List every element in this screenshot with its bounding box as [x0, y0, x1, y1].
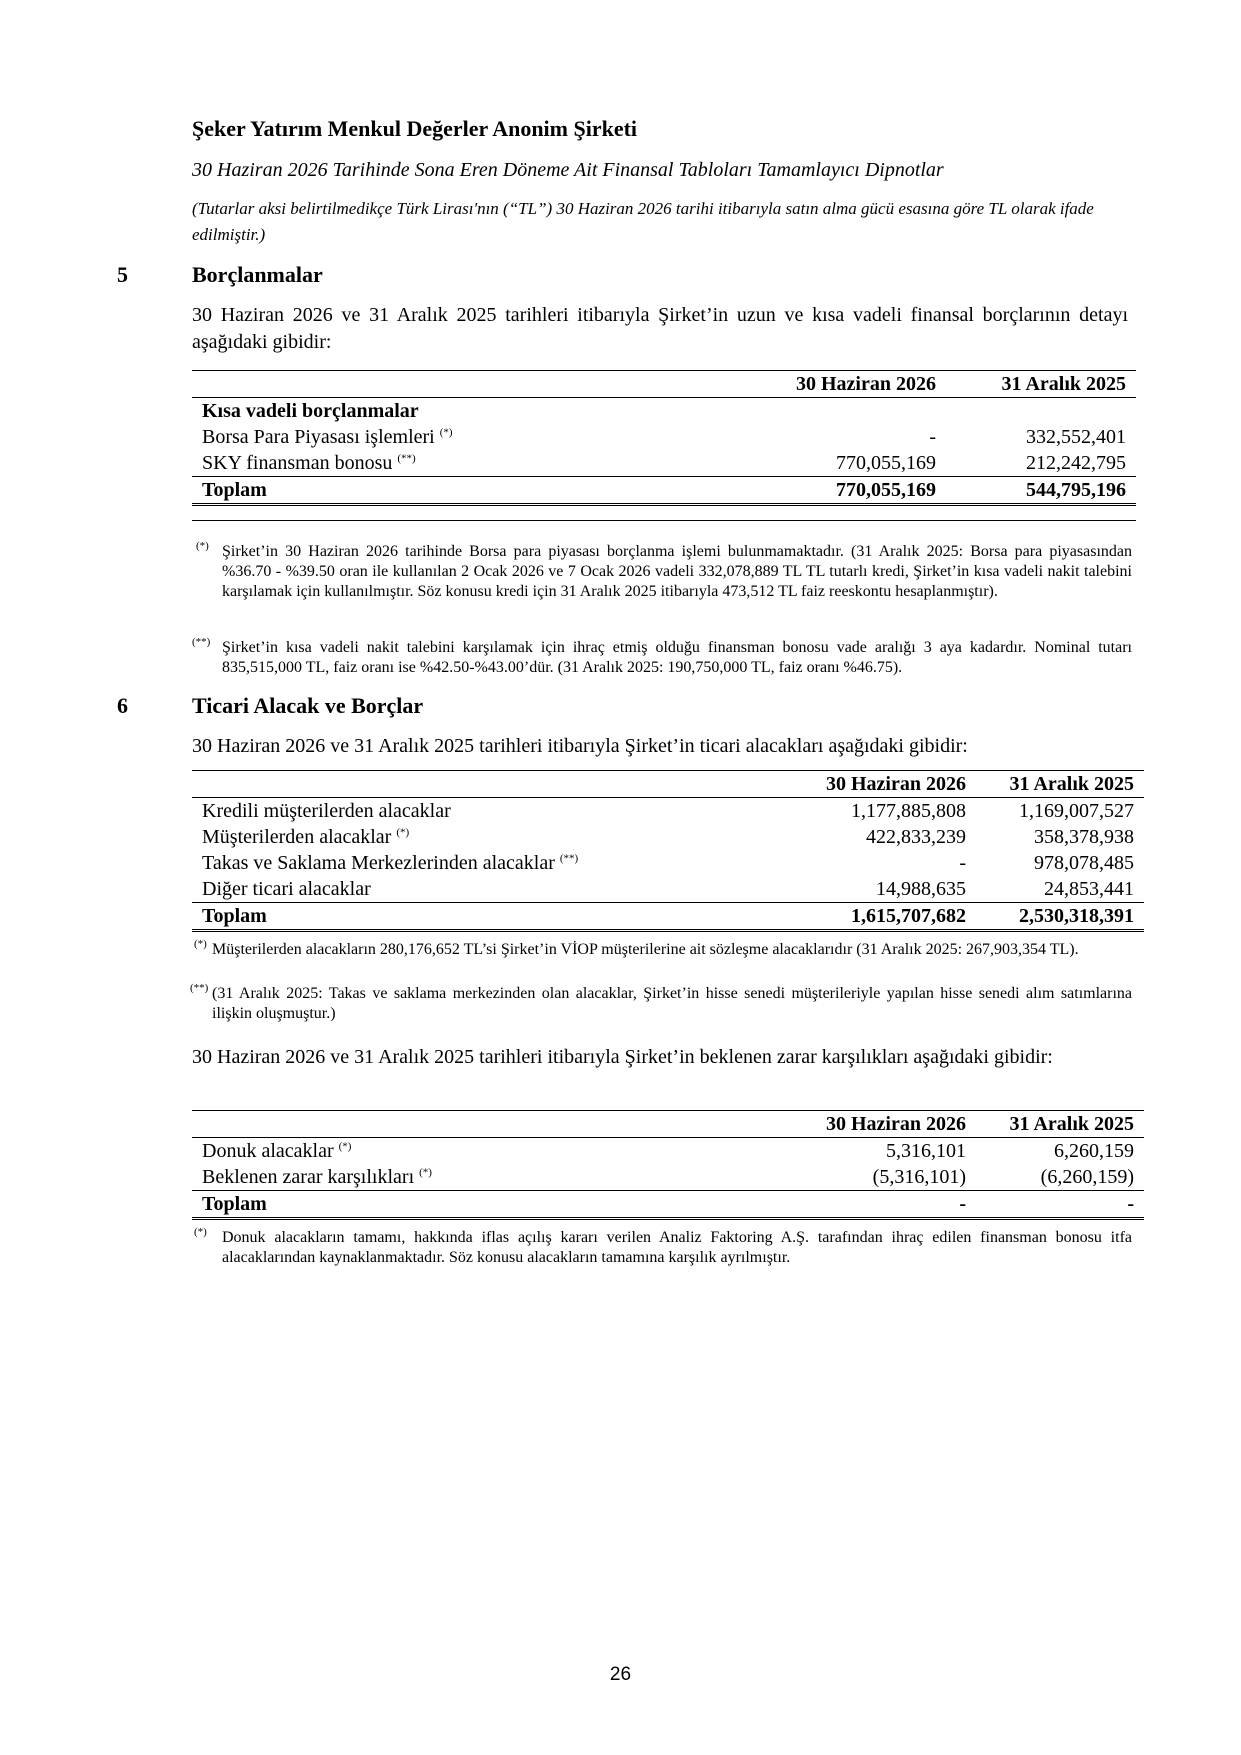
footnote-mark: (*)	[338, 1140, 352, 1153]
table-header-row	[192, 771, 1144, 798]
total-2025: 544,795,196	[946, 477, 1136, 505]
row-label: Donuk alacaklar (*)	[202, 1140, 352, 1162]
row-label: Kredili müşterilerden alacaklar	[202, 800, 451, 822]
header-blank	[192, 1111, 800, 1138]
footnote-mark: (**)	[559, 852, 579, 865]
section-6-number: 6	[117, 693, 128, 718]
group-row	[192, 398, 1136, 425]
table-row	[192, 1164, 1144, 1191]
section-6-intro-2: 30 Haziran 2026 ve 31 Aralık 2025 tarihleri itibarıyla Şirket’in beklenen zarar karşılıkları aşağıdaki gibidir:	[192, 1046, 1053, 1068]
footnote-mark: (*)	[194, 1226, 207, 1238]
table-row	[192, 850, 1144, 876]
total-label: Toplam	[192, 903, 800, 931]
footnote-mark: (*)	[196, 540, 209, 552]
value-2025: 1,169,007,527	[1019, 800, 1134, 822]
footnote-text: Donuk alacakların tamamı, hakkında iflas açılış kararı verilen Analiz Faktoring A.Ş. tarafından ihraç edilen finansman bonosu itfa alacaklarından kaynaklanmaktadır. Söz konusu alacakların tamamına karşılık ayrılmıştır.	[222, 1229, 1132, 1266]
table-row	[192, 876, 1144, 903]
footnote-mark: (*)	[396, 826, 410, 839]
section-5-intro: 30 Haziran 2026 ve 31 Aralık 2025 tarihleri itibarıyla Şirket’in uzun ve kısa vadeli finansal borçlarının detayı aşağıdaki gibidir:	[192, 304, 1128, 353]
value-2025: 6,260,159	[1054, 1140, 1134, 1162]
footnote-mark: (**)	[192, 636, 211, 648]
footnote-text: Şirket’in 30 Haziran 2026 tarihinde Borsa para piyasası borçlanma işlemi bulunmamaktadır. (31 Aralık 2025: Borsa para piyasasından %36.70 - %39.50 oran ile kullanılan 2 Ocak 2026 ve 7 Ocak 2026 vadeli 332,078,889 TL TL tutarlı kredi, Şirket’in kısa vadeli nakit talebini karşılamak için kullanılmıştır. Söz konusu kredi için 31 Aralık 2025 itibarıyla 473,512 TL faiz reeskontu hesaplanmıştır).	[222, 543, 1132, 600]
footnote-text: Şirket’in kısa vadeli nakit talebini karşılamak için ihraç etmiş olduğu finansman bonosu vade aralığı 3 aya kadardır. Nominal tutarı 835,515,000 TL, faiz oranı ise %42.50-%43.00’dür. (31 Aralık 2025: 190,750,000 TL, faiz oranı %46.75).	[222, 639, 1132, 676]
row-label: Takas ve Saklama Merkezlerinden alacaklar (**)	[202, 852, 579, 874]
section-6-title: Ticari Alacak ve Borçlar	[192, 693, 424, 718]
page-number: 26	[609, 1664, 632, 1685]
table-row	[192, 824, 1144, 850]
value-2026: -	[959, 852, 966, 874]
table-header-row	[192, 1111, 1144, 1138]
total-2026: 1,615,707,682	[800, 903, 976, 931]
value-2026: 14,988,635	[876, 878, 966, 900]
currency-note: (Tutarlar aksi belirtilmedikçe Türk Lirası'nın (“TL”) 30 Haziran 2026 tarihi itibarıyla satın alma gücü esasına göre TL olarak ifade edilmiştir.)	[192, 199, 1094, 244]
borrowings-table	[192, 370, 1136, 506]
total-2026: 770,055,169	[756, 477, 946, 505]
header-blank	[192, 771, 800, 798]
value-2026: (5,316,101)	[872, 1166, 966, 1188]
footnote-mark: (*)	[439, 426, 453, 439]
total-row	[192, 903, 1144, 931]
value-2025: (6,260,159)	[1040, 1166, 1134, 1188]
section-6-intro: 30 Haziran 2026 ve 31 Aralık 2025 tarihleri itibarıyla Şirket’in ticari alacakları aşağıdaki gibidir:	[192, 735, 968, 757]
total-2025: -	[976, 1191, 1144, 1219]
row-label: Müşterilerden alacaklar (*)	[202, 826, 410, 848]
footnote-text: Müşterilerden alacakların 280,176,652 TL’si Şirket’in VİOP müşterilerine ait sözleşme alacaklarıdır (31 Aralık 2025: 267,903,354 TL).	[212, 941, 1079, 958]
value-2025: 358,378,938	[1034, 826, 1134, 848]
row-label: SKY finansman bonosu (**)	[202, 452, 416, 474]
value-2025: 332,552,401	[1026, 426, 1126, 448]
row-label: Beklenen zarar karşılıkları (*)	[202, 1166, 432, 1188]
col-header-2026: 30 Haziran 2026	[756, 371, 946, 398]
value-2026: 422,833,239	[866, 826, 966, 848]
total-label: Toplam	[192, 477, 756, 505]
expected-loss-table	[192, 1110, 1144, 1220]
receivables-table	[192, 770, 1144, 932]
col-header-2026: 30 Haziran 2026	[800, 1111, 976, 1138]
table-header-row	[192, 371, 1136, 398]
col-header-2025: 31 Aralık 2025	[946, 371, 1136, 398]
total-2026: -	[800, 1191, 976, 1219]
footnote-mark: (**)	[397, 452, 416, 465]
value-2026: 1,177,885,808	[851, 800, 966, 822]
table-end-rule	[192, 520, 1136, 521]
value-2025: 24,853,441	[1044, 878, 1134, 900]
table-row	[192, 424, 1136, 450]
col-header-2025: 31 Aralık 2025	[976, 771, 1144, 798]
value-2025: 212,242,795	[1026, 452, 1126, 474]
footnote-mark: (**)	[190, 982, 209, 994]
footnote-mark: (*)	[419, 1166, 432, 1179]
value-2025: 978,078,485	[1034, 852, 1134, 874]
total-row	[192, 477, 1136, 505]
row-label: Diğer ticari alacaklar	[202, 878, 371, 900]
footnote-mark: (*)	[194, 938, 207, 950]
header-blank	[192, 371, 756, 398]
company-name: Şeker Yatırım Menkul Değerler Anonim Şirketi	[192, 116, 638, 141]
col-header-2026: 30 Haziran 2026	[800, 771, 976, 798]
table-row	[192, 450, 1136, 477]
value-2026: 770,055,169	[836, 452, 936, 474]
row-label: Borsa Para Piyasası işlemleri (*)	[202, 426, 453, 448]
table-row	[192, 798, 1144, 825]
report-subtitle: 30 Haziran 2026 Tarihinde Sona Eren Döneme Ait Finansal Tabloları Tamamlayıcı Dipnotlar	[192, 159, 944, 181]
table-row	[192, 1138, 1144, 1165]
footnote-text: (31 Aralık 2025: Takas ve saklama merkezinden olan alacaklar, Şirket’in hisse senedi müşterileriyle yapılan hisse senedi alım satımlarına ilişkin oluşmuştur.)	[212, 985, 1132, 1022]
group-label: Kısa vadeli borçlanmalar	[202, 400, 419, 422]
total-label: Toplam	[192, 1191, 800, 1219]
col-header-2025: 31 Aralık 2025	[976, 1111, 1144, 1138]
value-2026: 5,316,101	[886, 1140, 966, 1162]
total-2025: 2,530,318,391	[976, 903, 1144, 931]
total-row	[192, 1191, 1144, 1219]
section-5-number: 5	[117, 262, 128, 287]
value-2026: -	[929, 426, 936, 448]
section-5-title: Borçlanmalar	[192, 262, 323, 287]
